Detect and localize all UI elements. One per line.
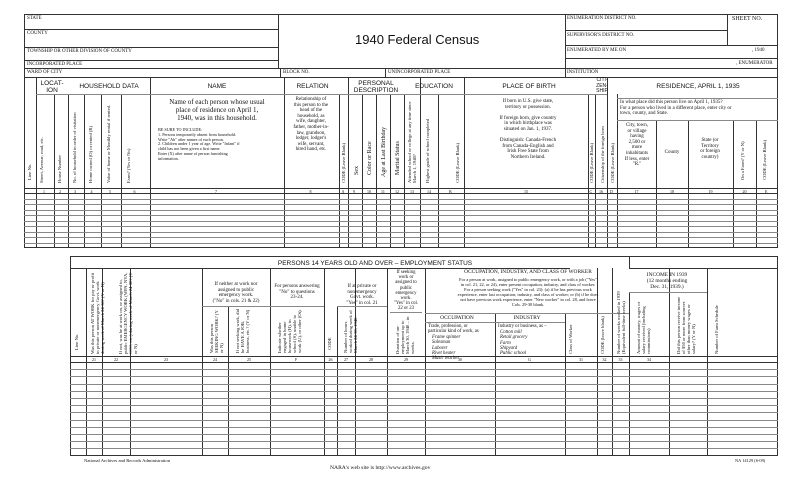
incorporated-label: INCORPORATED PLACE <box>27 62 83 67</box>
age-header: Age at Last Birthday <box>381 126 387 177</box>
column-number-7: 7 <box>215 188 217 194</box>
column-number-26: 26 <box>328 357 333 362</box>
table-row <box>24 237 778 238</box>
top-form-frame <box>24 14 778 248</box>
table-row <box>70 441 778 442</box>
township-label: TOWNSHIP OR OTHER DIVISION OF COUNTY <box>27 49 132 54</box>
code-d-header: CODE (Leave Blank) <box>610 142 615 183</box>
marital-header: Marital Status <box>395 141 401 175</box>
column-number-15: 15 <box>524 188 528 194</box>
supervisor-label: SUPERVISOR'S DISTRICT NO. <box>567 33 635 38</box>
column-number-8: 8 <box>309 188 312 194</box>
rule <box>70 362 778 363</box>
household-no-header: No. of household in order of visitation <box>72 112 77 183</box>
column-number-A: A <box>341 188 345 194</box>
column-number-5: 5 <box>109 188 111 194</box>
private-work-header: If at private or nonemergency Govt. work. "Yes" in col. 21 <box>346 284 378 306</box>
rule <box>565 58 778 59</box>
res-city-header: City, town, or village having 2,500 or more inhabitants If less, enter "R." <box>624 123 650 168</box>
rule <box>36 94 607 95</box>
rule <box>24 47 278 48</box>
code-f-header: CODE <box>327 337 332 350</box>
footer-form-number: NA 14129 (6-09) <box>735 458 766 463</box>
on-farm-header: On a Farm? (Y or N) <box>740 141 745 180</box>
column-number-33: 33 <box>618 357 623 362</box>
rule <box>756 120 757 248</box>
housework-header: Indicate whether engaged in home housework (H), in school (S), unable to work (U), or other (Ot). <box>277 309 302 353</box>
code-e-header: CODE (Leave Blank) <box>762 139 767 180</box>
rule <box>669 268 670 456</box>
column-number-19: 19 <box>708 188 713 194</box>
county-label: COUNTY <box>27 31 48 36</box>
farm-header: Farm? (Yes or No) <box>126 148 131 183</box>
residence-header: RESIDENCE, APRIL 1, 1935 <box>656 83 740 90</box>
industry-text: Industry or business, as – <box>498 324 547 329</box>
emergency-work-header: If not, was he at work on, or assigned to, public EMERGENCY WORK (WPA, NYA, CCC, etc.) during week of March 24-30? (Y or N) <box>118 272 138 354</box>
rule <box>629 256 630 268</box>
rule <box>24 77 778 78</box>
rule <box>565 30 727 31</box>
table-row <box>70 369 778 370</box>
rule <box>362 94 363 248</box>
column-number-12: 12 <box>395 188 399 194</box>
rule <box>36 77 37 248</box>
household-header: HOUSEHOLD DATA <box>79 83 139 90</box>
industry-examples: Cotton mill Retail grocery Farm Shipyard Public school <box>500 330 528 357</box>
rule <box>348 77 349 248</box>
occupation-text: Trade, profession, or particular kind of work, as <box>428 324 479 335</box>
location-header: LOCAT- ION <box>40 80 64 94</box>
rule <box>420 77 421 248</box>
column-number-24: 24 <box>213 357 217 362</box>
wages-header: Amount of money, wages or salary received (including commissions) <box>636 301 651 354</box>
line-no-header: Line No. <box>27 163 32 180</box>
have-job-header: If not seeking work, did he HAVE A JOB, business, etc.? (Y or N) <box>235 308 250 353</box>
rule <box>607 77 608 248</box>
column-number-E: E <box>765 188 768 194</box>
rule <box>24 60 278 61</box>
page-title: 1940 Federal Census <box>355 32 480 47</box>
rule <box>270 306 324 307</box>
column-number-27: 27 <box>344 357 348 362</box>
column-number-10: 10 <box>367 188 371 194</box>
class-worker-header: Class of Worker <box>568 324 573 354</box>
rule <box>438 94 439 248</box>
column-number-11: 11 <box>381 188 385 194</box>
seeking-work-header: Was this person SEEKING WORK? (Y or N) <box>209 310 224 353</box>
table-row <box>24 226 778 227</box>
rule <box>390 94 391 248</box>
name-instructions: Name of each person whose usual place of residence on April 1, 1940, was in this household. <box>169 98 265 122</box>
seeking-public-header: If seeking work or assigned to public emergency work. "Yes" in col. 22 or 23 <box>393 270 419 312</box>
neither-work-header: If neither at work nor assigned to public emergency work. ("No" in cols. 21 & 22) <box>212 282 260 304</box>
birth-description: If born in U.S. give state, territory or possession. If foreign born, give country in which birthplace was situated on Jan. 1, 1937. Distinguish: Canada-French from Canada-English and Irish Free State from Northern Ireland. <box>499 99 557 160</box>
farm-schedule-header: Number of Farm Schedule <box>714 305 719 354</box>
table-row <box>24 199 778 200</box>
rule <box>617 94 618 248</box>
column-number-25: 25 <box>247 357 251 362</box>
rule <box>337 306 387 307</box>
relation-header: RELATION <box>296 83 329 90</box>
block-label: BLOCK NO. <box>283 70 310 75</box>
enumerated-by-label: ENUMERATED BY ME ON <box>567 48 627 53</box>
column-number-9: 9 <box>353 188 355 194</box>
column-number-23: 23 <box>164 357 168 362</box>
citizenship-col-header: Citizenship of the foreign born <box>600 126 605 183</box>
rule <box>595 94 596 248</box>
rule <box>656 120 657 248</box>
name-include-notes: BE SURE TO INCLUDE: 1. Persons temporarily absent from household. Write "Ab" after names of each person. 2. Children under 1 year of age. Write "Infant" if child has not been given a first name. Enter (X) after name of person furnishing information. <box>158 127 240 161</box>
rule <box>101 94 102 248</box>
rule <box>617 120 778 121</box>
relation-description: Relationship of this person to the head of the household, as wife, daughter, father, mother-in- law, grandson, lodger, lodger's wife, servant, hired hand, etc. <box>293 97 329 153</box>
rule <box>727 14 728 45</box>
rule <box>385 68 386 77</box>
column-number-C: C <box>589 188 593 194</box>
persons-no-header: For persons answering "No" to questions 23-24. <box>274 284 320 301</box>
institution-label: INSTITUTION <box>567 70 599 75</box>
res-county-header: County <box>664 150 680 155</box>
table-row <box>70 412 778 413</box>
occupation-instructions: For a person at work, assigned to public emergency work, or with a job ("Yes" in col. 21, 22, or 24), enter present occupation, industry, and class of worker. For a person seeking work ("Yes" in col. 23): (a) if he has previous work experience, enter last occupation, industry, and class of worker; or (b) if he does not have previous work experience, enter "New worker" in col. 28, and leave Cols. 29-30 blank. <box>457 277 599 307</box>
column-number-20: 20 <box>742 188 747 194</box>
street-header: Street, Avenue, road, etc. <box>39 137 44 183</box>
name-header: NAME <box>207 83 227 90</box>
column-number-31: 31 <box>579 357 583 362</box>
rule <box>324 268 325 456</box>
table-row <box>70 427 778 428</box>
rule <box>24 68 778 69</box>
residence-question: In what place did this person live on April 1, 1935? For a person who lived in a different place, enter city or town, county, and State. <box>620 100 732 117</box>
table-row <box>24 243 778 244</box>
rule <box>84 94 85 248</box>
column-number-3: 3 <box>74 188 76 194</box>
column-number-B: B <box>449 188 452 194</box>
education-header: EDUCATION <box>415 83 453 90</box>
sex-header: Sex <box>354 166 360 175</box>
table-row <box>24 221 778 222</box>
rule <box>68 94 69 248</box>
occupation-industry-header: OCCUPATION, INDUSTRY, AND CLASS OF WORKER <box>464 269 592 275</box>
column-number-32: 32 <box>602 357 607 362</box>
table-row <box>24 215 778 216</box>
rule <box>733 120 734 248</box>
column-number-29: 29 <box>404 357 408 362</box>
code-g-header: CODE (leave blank) <box>600 316 605 354</box>
rule <box>387 268 388 456</box>
footer-nara: National Archives and Records Administration <box>84 458 170 463</box>
rule <box>565 45 778 46</box>
rule <box>617 98 778 99</box>
column-number-17: 17 <box>634 188 639 194</box>
code-b-header: CODE (Leave Blank) <box>455 142 460 183</box>
rule <box>376 94 377 248</box>
table-row <box>70 376 778 377</box>
table-row <box>24 210 778 211</box>
column-number-21: 21 <box>92 357 96 362</box>
enum-district-label: ENUMERATION DISTRICT NO. <box>567 16 637 21</box>
rule <box>339 94 340 248</box>
column-number-1: 1 <box>43 188 45 194</box>
personal-header: PERSONAL DESCRIPTION <box>353 80 399 94</box>
rule <box>629 292 630 456</box>
column-number-18: 18 <box>670 188 674 194</box>
column-number-14: 14 <box>427 188 431 194</box>
column-number-34: 34 <box>647 357 651 362</box>
year-suffix: , 1940 <box>752 48 765 53</box>
column-number-F: F <box>295 357 298 362</box>
res-state-header: State (or Territory or foreign country) <box>700 138 720 160</box>
rule <box>425 313 629 314</box>
occupation-header: OCCUPATION <box>440 315 474 321</box>
state-label: STATE <box>27 16 42 21</box>
owned-header: Home owned (O) or rented (R) <box>88 125 93 183</box>
column-number-D: D <box>610 188 613 194</box>
column-number-28: 28 <box>369 357 373 362</box>
rule <box>629 268 778 269</box>
table-row <box>70 384 778 385</box>
footer-website: NARA's web site is http://www.archives.gov <box>330 465 431 471</box>
unemployment-duration-header: Duration of un-employment up to March 30, 1940 – in weeks. <box>395 316 415 354</box>
table-row <box>70 420 778 421</box>
header-bottom-rule <box>24 188 778 189</box>
other-income-header: Did this person receive income of $50 or more from sources other than money wages or salary? (Y or N) <box>676 296 696 354</box>
race-header: Color or Race <box>367 141 373 175</box>
bottom-line-no-header: Line No. <box>74 333 79 350</box>
hours-worked-header: Number of hours worked during week of March 24-30, 1940. <box>343 310 358 353</box>
rule <box>390 312 422 313</box>
table-row <box>70 398 778 399</box>
citizenship-header: CITI- ZEN- SHIP <box>596 77 608 94</box>
rule <box>464 77 465 248</box>
birth-header: PLACE OF BIRTH <box>502 83 556 90</box>
table-row <box>70 391 778 392</box>
table-row <box>24 204 778 205</box>
rule <box>425 268 426 456</box>
at-work-header: Was this person AT WORK for pay or profit in private or nonemergency Govt. work during week of March 24-30? (Y or N) <box>90 272 105 354</box>
code-c-header: CODE (Leave Blank) <box>589 142 594 183</box>
value-header: Value of home or Monthly rental if rented. <box>106 104 111 183</box>
employment-status-header: PERSONS 14 YEARS OLD AND OVER – EMPLOYMENT STATUS <box>277 260 473 267</box>
rule <box>404 94 405 248</box>
column-number-4: 4 <box>90 188 93 194</box>
house-number-header: House Number <box>57 155 62 183</box>
column-number-22: 22 <box>114 357 118 362</box>
school-header: Attended school or college at any time since March 1, 1940? <box>407 101 417 183</box>
sheet-label: SHEET NO. <box>732 16 763 22</box>
occupation-examples: Frame spinner Salesman Laborer Rivet heater Music teacher <box>432 335 461 362</box>
rule <box>121 94 122 248</box>
column-number-G: G <box>528 357 531 362</box>
rule <box>54 94 55 248</box>
column-number-13: 13 <box>410 188 414 194</box>
column-number-30: 30 <box>458 357 462 362</box>
table-row <box>70 405 778 406</box>
column-number-16: 16 <box>599 188 603 194</box>
ward-label: WARD OF CITY <box>27 70 63 75</box>
rule <box>24 29 278 30</box>
code-a-header: CODE (Leave Blank) <box>341 142 346 183</box>
rule <box>707 268 708 456</box>
rule <box>70 356 778 357</box>
enumerator-suffix: , ENUMERATOR <box>736 61 773 66</box>
industry-header: INDUSTRY <box>513 315 541 321</box>
table-row <box>24 232 778 233</box>
rule <box>202 306 270 307</box>
rule <box>629 292 707 293</box>
rule <box>280 68 281 77</box>
weeks-worked-header: Number of weeks worked in 1939 (Equivalent full-time weeks) <box>616 291 626 354</box>
income-header: INCOME IN 1939 (12 months ending Dec. 31, 1939.) <box>646 272 688 290</box>
rule <box>278 14 279 68</box>
table-row <box>70 448 778 449</box>
grade-header: Highest grade of school completed <box>425 118 430 183</box>
unincorporated-label: UNINCORPORATED PLACE <box>388 70 451 75</box>
rule <box>86 268 87 456</box>
column-number-6: 6 <box>133 188 136 194</box>
number-row-rule <box>24 193 778 194</box>
column-number-2: 2 <box>59 188 61 194</box>
rule <box>425 322 565 323</box>
table-row <box>70 434 778 435</box>
